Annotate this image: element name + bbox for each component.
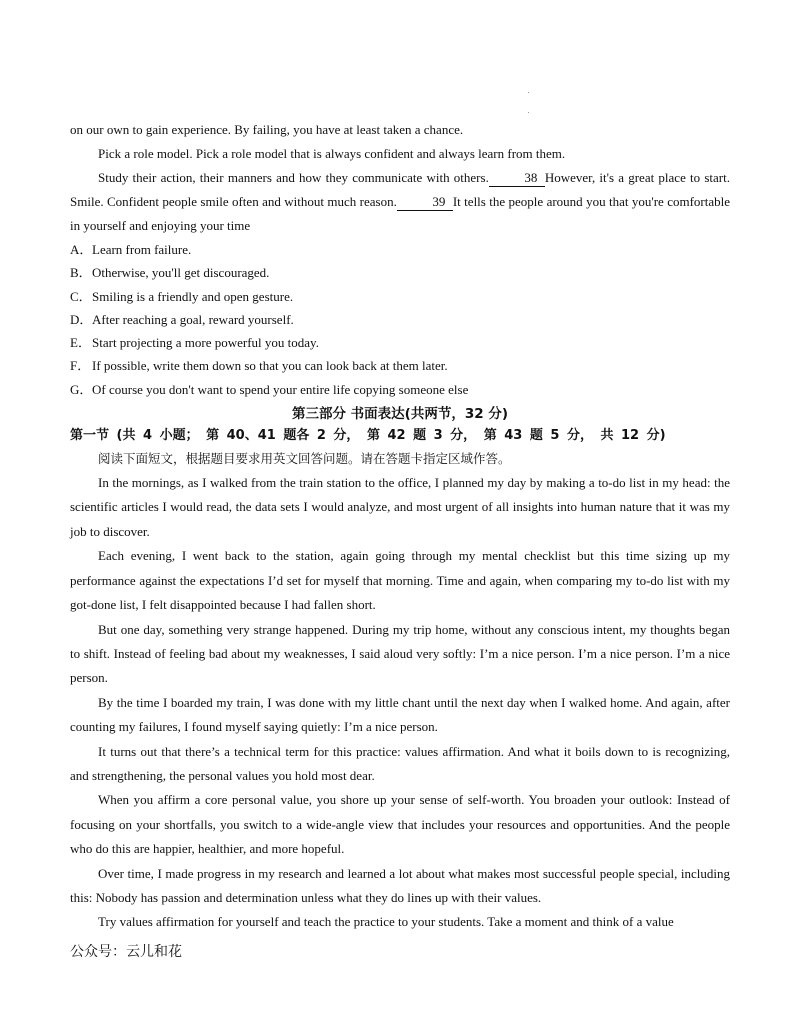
option-item — [70, 308, 730, 331]
option-item — [70, 354, 730, 377]
answer-blank-38: 38 — [489, 170, 545, 187]
reading-text: It tells the people around you that you're comfortable in yourself and enjoying your time — [70, 194, 730, 233]
option-item — [70, 285, 730, 308]
passage-paragraph: Try values affirmation for yourself and teach the practice to your students. Take a moment and think of a value — [98, 914, 674, 930]
option-text: After reaching a goal, reward yourself. — [92, 311, 294, 327]
passage-paragraph: By the time I boarded my train, I was done with my little chant until the next day when I walked home. And again, after counting my failures, I found myself saying quietly: I’m a nice person. — [70, 694, 730, 735]
option-letter: E． — [70, 335, 91, 351]
option-letter: F． — [70, 358, 91, 374]
option-item — [70, 238, 730, 261]
option-letter: C． — [70, 288, 92, 304]
option-letter: B． — [70, 265, 92, 281]
answer-blank-39: 39 — [397, 194, 453, 211]
passage-paragraph: Over time, I made progress in my research and learned a lot about what makes most successful people special, including this: Nobody has passion and determination unless what they do lines up with their values. — [70, 865, 730, 905]
footer-watermark: 公众号：云儿和花 — [70, 944, 182, 960]
option-letter: A． — [70, 242, 93, 257]
option-text: Otherwise, you'll get discouraged. — [92, 265, 270, 281]
reading-paragraph-1: on our own to gain experience. By failing, you have at least taken a chance. — [70, 122, 464, 137]
reading-paragraph-3 — [70, 166, 730, 238]
option-text: Start projecting a more powerful you today. — [92, 335, 319, 351]
passage-paragraph: It turns out that there’s a technical term for this practice: values affirmation. And what it boils down to is recognizing, and strengthening, the personal values you hold most dear. — [70, 743, 730, 783]
reading-text: Study their action, their manners and how they communicate with others. — [98, 170, 489, 185]
exam-page — [70, 118, 730, 935]
option-letter: G． — [70, 381, 93, 397]
option-item — [70, 331, 730, 354]
option-letter: D． — [70, 311, 93, 327]
option-item — [70, 261, 730, 284]
reading-paragraph-2: Pick a role model. Pick a role model that is always confident and always learn from them. — [98, 146, 566, 161]
option-text: If possible, write them down so that you can look back at them later. — [92, 358, 448, 374]
option-item — [70, 378, 730, 401]
section-title: 第三部分 书面表达(共两节，32 分) — [291, 406, 509, 423]
option-text: Of course you don't want to spend your entire life copying someone else — [92, 381, 469, 397]
options-list — [70, 238, 730, 401]
option-text: Learn from failure. — [92, 242, 192, 257]
option-text: Smiling is a friendly and open gesture. — [92, 288, 294, 304]
writing-passage — [70, 471, 730, 935]
subsection-title: 第一节 (共 4 小题； 第 40、41 题各 2 分， 第 42 题 3 分， 第 43 题 5 分， 共 12 分) — [70, 428, 666, 444]
reading-text: However, it's a great place to start. Smile. Confident people smile often and without much reason. — [70, 170, 730, 209]
instructions: 阅读下面短文，根据题目要求用英文回答问题。请在答题卡指定区域作答。 — [98, 451, 511, 467]
scan-marks — [528, 88, 532, 118]
passage-paragraph: When you affirm a core personal value, you shore up your sense of self-worth. You broaden your outlook: Instead of focusing on your shortfalls, you switch to a wide-angle view that includes your resources and opportunities. And the people who do this are happier, healthier, and more hopeful. — [70, 792, 730, 857]
passage-paragraph: But one day, something very strange happened. During my trip home, without any conscious intent, my thoughts began to shift. Instead of feeling bad about my weaknesses, I said aloud very softly: I’m a nice person. I’m a nice person. I’m a nice person. — [70, 621, 730, 686]
passage-paragraph: Each evening, I went back to the station, again going through my mental checklist but this time sizing up my performance against the expectations I’d set for myself that morning. Time and again, when comparing my to-do list with my got-done list, I felt disappointed because I had fallen short. — [70, 548, 730, 613]
passage-paragraph: In the mornings, as I walked from the train station to the office, I planned my day by making a to-do list in my head: the scientific articles I would read, the data sets I would analyze, and most urgent of all insights into human nature that it was my job to discover. — [70, 475, 730, 539]
